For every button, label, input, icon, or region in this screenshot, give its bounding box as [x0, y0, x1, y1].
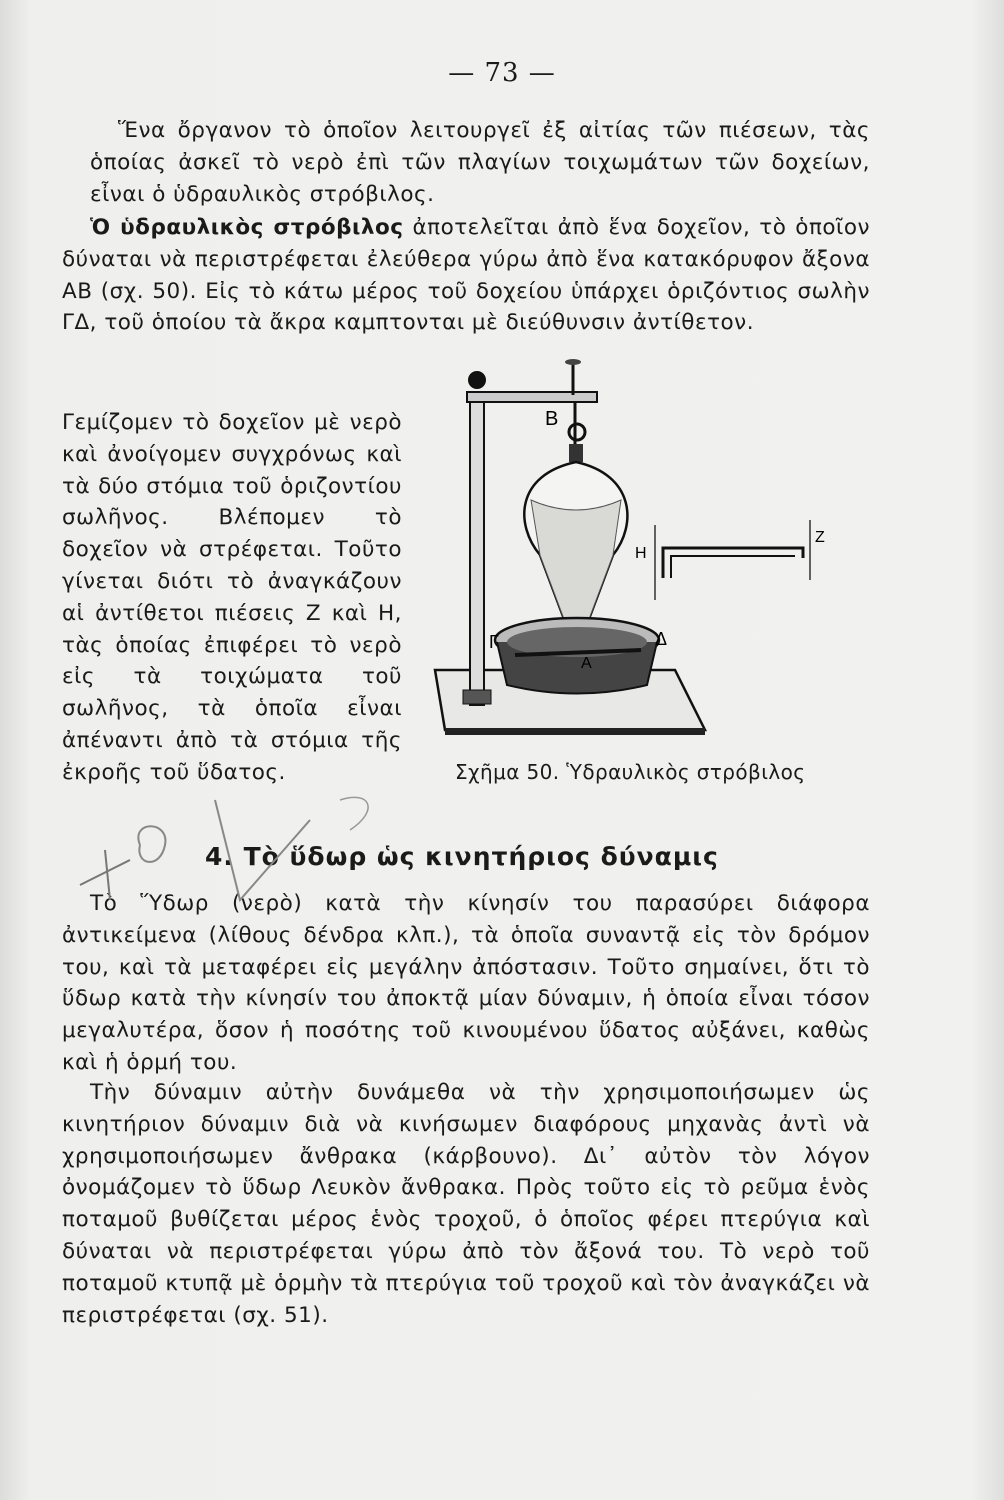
paragraph-text: ἀποτελεῖται ἀπὸ ἕνα δοχεῖον, τὸ ὁποῖον δύναται νὰ περιστρέφεται ἐλεύθερα γύρω ἀπὸ ἕνα κατακόρυφον ἄξονα ΑΒ (σχ. 50). Εἰς τὸ κάτω μέρος τοῦ δοχείου ὑπάρχει ὁριζόντιος σωλὴν ΓΔ, τοῦ ὁποίου τὰ ἄκρα καμπτονται μὲ διεύθυνσιν ἀντίθετον. [62, 215, 870, 336]
stand-pole [470, 395, 484, 705]
paragraph-water-force: Τὸ Ὕδωρ (νερὸ) κατὰ τὴν κίνησίν του παρασύρει διάφορα ἀντικείμενα (λίθους δένδρα κλπ.), τὰ ὁποῖα συναντᾷ εἰς τὸν δρόμον του, καὶ τὰ μεταφέρει εἰς μεγάλην ἀπόστασιν. Τοῦτο σημαίνει, ὅτι τὸ ὕδωρ κατὰ τὴν κίνησίν του ἀποκτᾷ μίαν δύναμιν, ἡ ὁποία εἶναι τόσον μεγαλυτέρα, ὅσον ἡ ποσότης τοῦ κινουμένου ὕδατος αὐξάνει, καθὼς καὶ ἡ ὁρμή του. [62, 891, 870, 1075]
section-heading: 4. Τὸ ὕδωρ ὡς κινητήριος δύναμις [205, 842, 719, 871]
screw-head [565, 359, 581, 365]
paragraph-turbine-description [62, 212, 870, 339]
label-a: Α [581, 655, 592, 672]
label-z: Ζ [815, 529, 825, 546]
paragraph-white-coal: Τὴν δύναμιν αὐτὴν δυνάμεθα νὰ τὴν χρησιμοποιήσωμεν ὡς κινητήριον δύναμιν διὰ νὰ κινήσωμεν διαφόρους μηχανὰς ἀντὶ νὰ χρησιμοποιήσωμεν ἄνθρακα (κάρβουνο). Δι᾽ αὐτὸν τὸν λόγον ὀνομάζομεν τὸ ὕδωρ Λευκὸν ἄνθρακα. Πρὸς τοῦτο εἰς τὸ ρεῦμα ἑνὸς ποταμοῦ βυθίζεται μέρος ἑνὸς τροχοῦ, ὁ ὁποῖος φέρει πτερύγια καὶ δύναται νὰ περιστρέφεται γύρω ἀπὸ τὸν ἄξονά του. Τὸ νερὸ τοῦ ποταμοῦ κτυπᾷ μὲ ὁρμὴν τὰ πτερύγια τοῦ τροχοῦ καὶ τὸν ἀναγκάζει νὰ περιστρέφεται (σχ. 51). [62, 1080, 870, 1328]
paragraph-experiment: Γεμίζομεν τὸ δοχεῖον μὲ νερὸ καὶ ἀνοίγομεν συγχρόνως καὶ τὰ δύο στόμια τοῦ ὁριζοντίου σωλῆνος. Βλέπομεν τὸ δοχεῖον νὰ στρέφεται. Τοῦτο γίνεται διότι τὸ ἀναγκάζουν αἱ ἀντίθετοι πιέσεις Ζ καὶ Η, τὰς ὁποίας ἐπιφέρει τὸ νερὸ εἰς τὰ τοιχώματα τοῦ σωλῆνος, τὰ ὁποῖα εἶναι ἀπέναντι ἀπὸ τὰ στόμια τῆς ἐκροῆς τοῦ ὕδατος. [62, 410, 402, 785]
label-b: Β [545, 408, 559, 430]
paragraph-intro: Ἕνα ὄργανον τὸ ὁποῖον λειτουργεῖ ἐξ αἰτίας τῶν πιέσεων, τὰς ὁποίας ἀσκεῖ τὸ νερὸ ἐπὶ τῶν πλαγίων τοιχωμάτων τῶν δοχείων, εἶναι ὁ ὑδραυλικὸς στρόβιλος. [90, 118, 870, 207]
page-number: — 73 — [448, 58, 556, 88]
label-h: Η [635, 545, 647, 562]
base-edge [445, 728, 705, 735]
label-g: Γ [489, 632, 499, 652]
pencil-marks [40, 790, 400, 920]
bold-term: Ὁ ὑδραυλικὸς στρόβιλος [90, 215, 404, 240]
figure-caption: Σχῆμα 50. Ὑδραυλικὸς στρόβιλος [455, 760, 806, 784]
swivel-ring [569, 424, 585, 440]
figure-hydraulic-turbine [405, 350, 880, 770]
water-in-flask [531, 500, 621, 635]
arm-knob [468, 371, 486, 389]
detail-tube-inner [671, 556, 795, 578]
stand-foot [463, 690, 491, 704]
detail-tube [663, 548, 803, 578]
label-d: Δ [655, 629, 668, 649]
top-arm [467, 392, 597, 402]
neck [569, 444, 583, 462]
